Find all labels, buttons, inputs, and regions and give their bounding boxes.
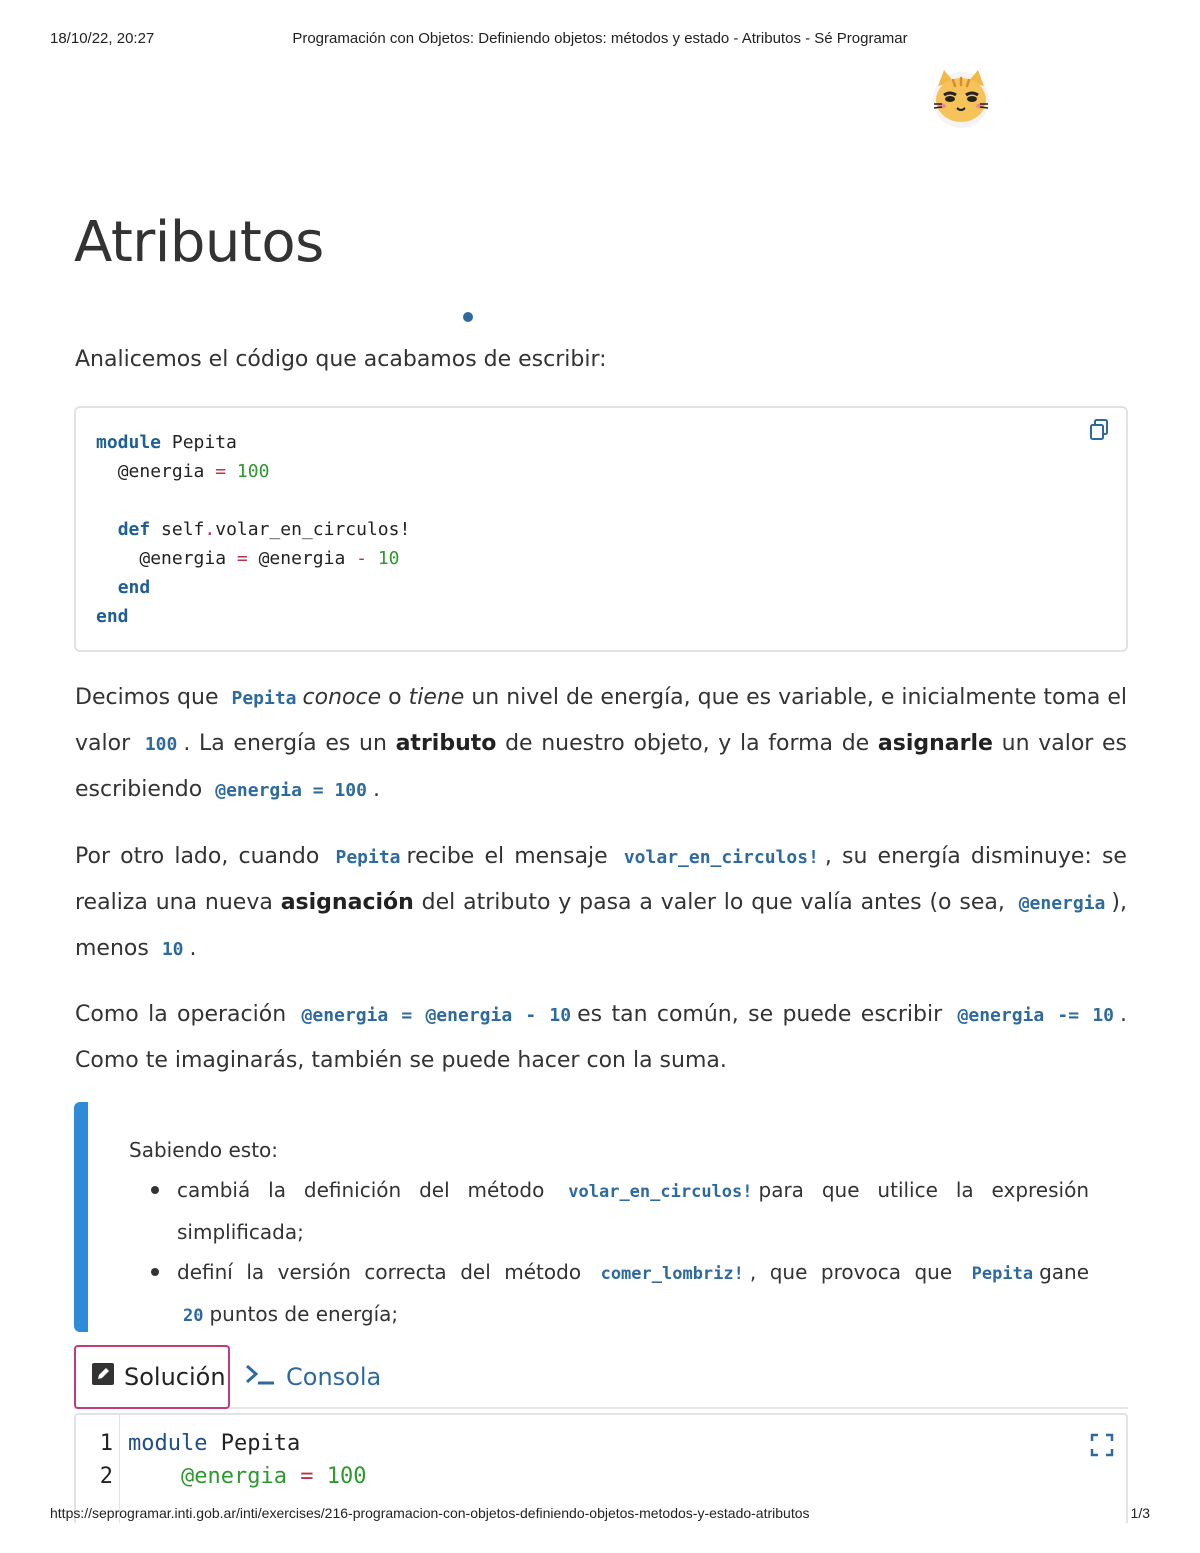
code-line-6: end xyxy=(117,577,151,598)
inline-code: volar_en_circulos! xyxy=(568,1182,753,1202)
code-line-7: end xyxy=(96,606,129,627)
cat-avatar-icon[interactable] xyxy=(928,68,994,128)
callout-accent-bar xyxy=(74,1102,88,1332)
print-header xyxy=(50,30,1150,50)
tab-console-label: Consola xyxy=(286,1363,382,1391)
code-line-2: @energia = 100 xyxy=(117,461,270,482)
print-date: 18/10/22, 20:27 xyxy=(50,30,155,47)
terminal-icon xyxy=(244,1362,276,1392)
tab-console[interactable] xyxy=(244,1345,381,1409)
inline-code: @energia = @energia - 10 xyxy=(301,1005,572,1026)
code-line-5: @energia = @energia - 10 xyxy=(139,548,400,569)
callout-lead: Sabiendo esto: xyxy=(129,1138,279,1162)
inline-code: @energia xyxy=(1018,893,1106,914)
inline-code: Pepita xyxy=(971,1264,1034,1284)
page-title: Atributos xyxy=(74,210,324,275)
pencil-icon xyxy=(92,1363,114,1391)
editor-content[interactable]: module Pepita @energia = 100 xyxy=(128,1431,367,1489)
code-line-1: module Pepita xyxy=(96,432,237,453)
code-example-content xyxy=(96,428,410,631)
intro-text: Analicemos el código que acabamos de escribir: xyxy=(75,347,607,372)
print-page-number: 1/3 xyxy=(1130,1505,1150,1521)
instruction-item: definí la versión correcta del método comer_lombriz! , que provoca que Pepita gane 20 puntos de energía; xyxy=(129,1252,1089,1336)
copy-icon[interactable] xyxy=(1086,416,1114,444)
print-footer xyxy=(50,1505,1150,1525)
inline-code: 100 xyxy=(144,734,178,755)
paragraph-2: Por otro lado, cuando Pepita recibe el mensaje volar_en_circulos! , su energía disminuye: se realiza una nueva asignación del atributo y pasa a valer lo que valía antes (o sea, @energia ), menos 10 . xyxy=(75,844,1127,961)
fullscreen-icon[interactable] xyxy=(1090,1433,1114,1457)
editor-tabs xyxy=(74,1345,1128,1409)
instruction-item: cambiá la definición del método volar_en_circulos! para que utilice la expresión simplificada; xyxy=(129,1170,1089,1252)
line-numbers: 1 2 xyxy=(76,1415,120,1523)
tab-solution[interactable] xyxy=(74,1345,230,1409)
inline-code: Pepita xyxy=(335,847,401,868)
inline-code: 20 xyxy=(183,1306,204,1326)
inline-code: 10 xyxy=(161,939,184,960)
instruction-list xyxy=(129,1170,1089,1336)
inline-code: Pepita xyxy=(231,688,297,709)
inline-code: @energia = 100 xyxy=(215,780,367,801)
bullet-dot xyxy=(463,312,473,322)
exercise-instructions xyxy=(74,1102,1128,1332)
code-line-4: def self.volar_en_circulos! xyxy=(117,519,411,540)
paragraph-3: Como la operación @energia = @energia - 10 es tan común, se puede escribir @energia -= 10 . Como te imaginarás, también se puede hacer con la suma. xyxy=(75,1002,1127,1073)
print-title: Programación con Objetos: Definiendo objetos: métodos y estado - Atributos - Sé Programar xyxy=(292,30,908,47)
inline-code: volar_en_circulos! xyxy=(623,847,819,868)
code-example xyxy=(74,406,1128,652)
tab-solution-label: Solución xyxy=(124,1363,226,1391)
print-url: https://seprogramar.inti.gob.ar/inti/exercises/216-programacion-con-objetos-definiendo-objetos-metodos-y-estado-atributos xyxy=(50,1505,810,1521)
paragraph-1: Decimos que Pepita conoce o tiene un nivel de energía, que es variable, e inicialmente toma el valor 100 . La energía es un atributo de nuestro objeto, y la forma de asignarle un valor es escribiendo @energia = 100 . xyxy=(75,685,1128,802)
inline-code: @energia -= 10 xyxy=(957,1005,1114,1026)
inline-code: comer_lombriz! xyxy=(600,1264,744,1284)
